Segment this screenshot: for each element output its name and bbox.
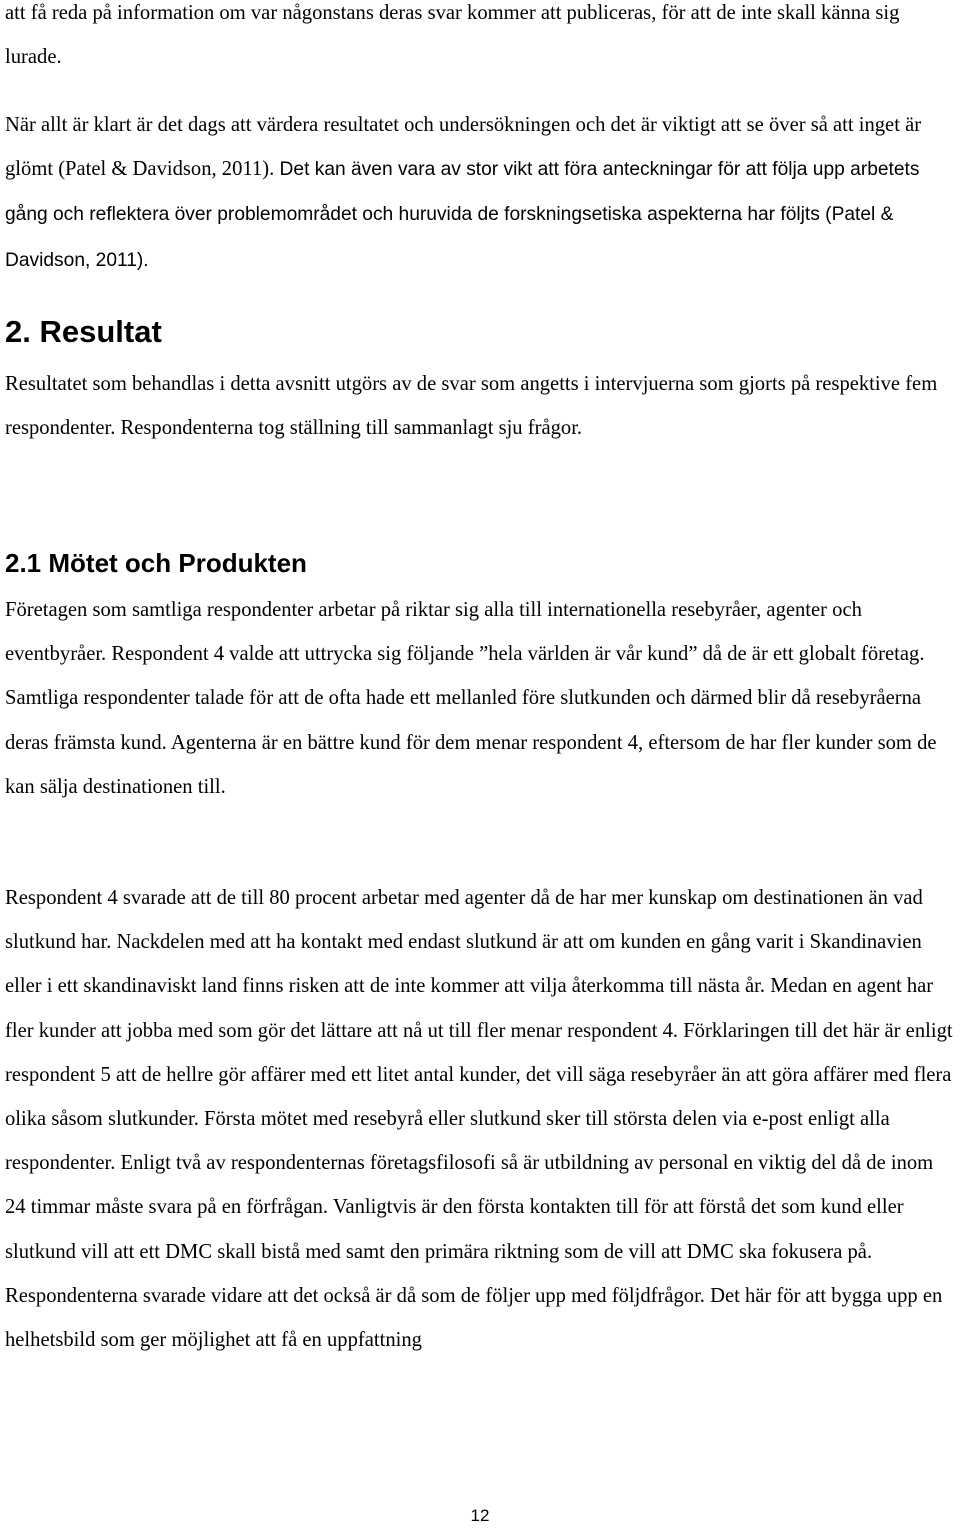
paragraph-resultat: Resultatet som behandlas i detta avsnitt utgörs av de svar som angetts i intervjuerna som gjorts på respektive fem respondenter. Respondenterna tog ställning till sammanlagt sju frågor. (5, 373, 938, 440)
paragraph-evaluation-sans-part: Det kan även vara av stor vikt att föra anteckningar för att följa upp arbetets gång och reflektera över problemområdet och huruvida de forskningsetiska aspekterna har följts (Patel & Davidson, 2011). (5, 159, 920, 271)
page-number: 12 (470, 1506, 490, 1525)
heading-motet-och-produkten: 2.1 Mötet och Produkten (5, 548, 307, 578)
paragraph-evaluation-serif-part: När allt är klart är det dags att värdera resultatet och undersökningen och det är viktigt att se över så att inget är glömt (Patel & Davidson, 2011). (5, 114, 922, 181)
paragraph-intro: att få reda på information om var någonstans deras svar kommer att publiceras, för att de inte skall känna sig lurade. (5, 2, 900, 69)
heading-resultat: 2. Resultat (5, 314, 162, 349)
paragraph-agenter: Respondent 4 svarade att de till 80 procent arbetar med agenter då de har mer kunskap om destinationen än vad slutkund har. Nackdelen med att ha kontakt med endast slutkund är att om kunden en gång varit i Skandinavien eller i ett skandinaviskt land finns risken att de inte kommer att vilja återkomma till nästa år. Medan en agent har fler kunder att jobba med som gör det lättare att nå ut till fler menar respondent 4. Förklaringen till det här är enligt respondent 5 att de hellre gör affärer med ett litet antal kunder, det vill säga resebyråer än att göra affärer med flera olika såsom slutkunder. Första mötet med resebyrå eller slutkund sker till största delen via e-post enligt alla respondenter. Enligt två av respondenternas företagsfilosofi så är utbildning av personal en viktig del då de inom 24 timmar måste svara på en förfrågan. Vanligtvis är den första kontakten till för att förstå det som kund eller slutkund vill att ett DMC skall bistå med samt den primära riktning som de vill att DMC ska fokusera på. Respondenterna svarade vidare att det också är då som de följer upp med följdfrågor. Det här för att bygga upp en helhetsbild som ger möjlighet att få en uppfattning (5, 887, 953, 1352)
paragraph-motet: Företagen som samtliga respondenter arbetar på riktar sig alla till internationella resebyråer, agenter och eventbyråer. Respondent 4 valde att uttrycka sig följande ”hela världen är vår kund” då de är ett globalt företag. Samtliga respondenter talade för att de ofta hade ett mellanled före slutkunden och därmed blir då resebyråerna deras främsta kund. Agenterna är en bättre kund för dem menar respondent 4, eftersom de har fler kunder som de kan sälja destinationen till. (5, 599, 937, 798)
paragraph-evaluation (5, 103, 955, 283)
